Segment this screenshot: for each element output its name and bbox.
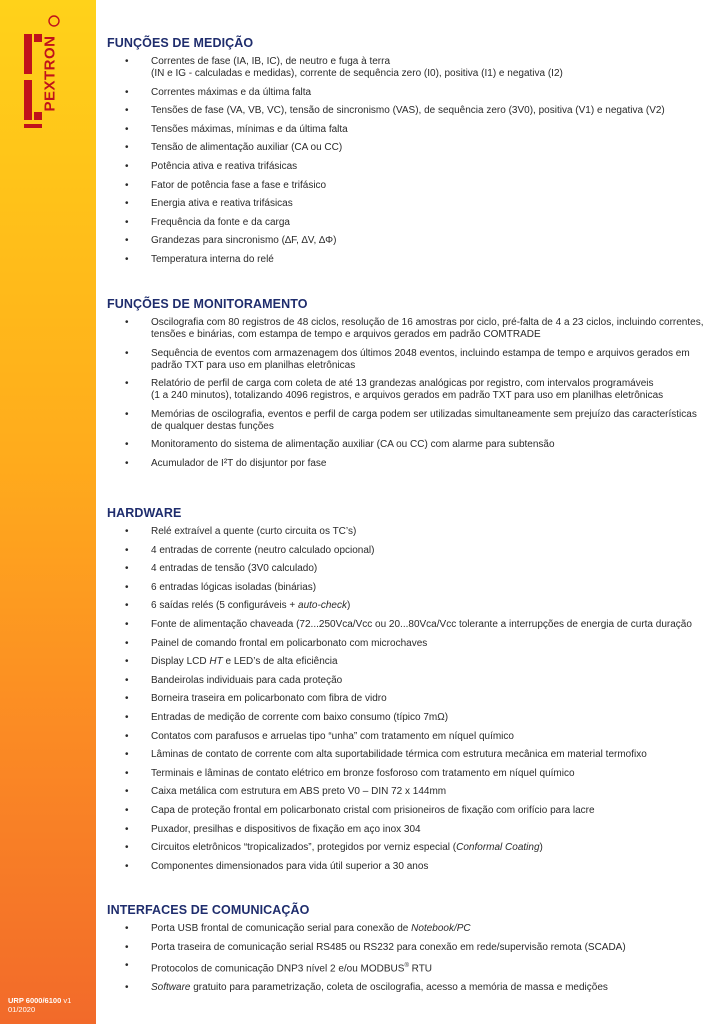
bullet-list xyxy=(107,526,707,873)
item-text: Monitoramento do sistema de alimentação auxiliar (CA ou CC) com alarme para subtensão xyxy=(151,439,555,451)
list-item xyxy=(107,861,707,873)
sidebar-gradient-band xyxy=(0,0,96,1024)
item-text: ) xyxy=(346,600,351,612)
list-item xyxy=(107,982,707,994)
list-item xyxy=(107,217,707,229)
item-text: Fonte de alimentação chaveada (72...250Vca/Vcc ou 20...80Vca/Vcc tolerante a interrupções de energia de curta duração xyxy=(151,618,692,630)
list-item xyxy=(107,712,707,724)
item-text: Relé extraível a quente (curto circuita os TC’s) xyxy=(151,526,357,537)
item-text: Porta USB frontal de comunicação serial para conexão de xyxy=(151,923,412,934)
item-line: tensões e binárias, com estampa de tempo e arquivos gerados em padrão COMTRADE xyxy=(151,329,541,340)
item-text: Conformal Coating xyxy=(456,842,540,854)
item-line: (1 a 240 minutos), totalizando 4096 registros, e arquivos gerados em padrão TXT para uso em planilhas eletrônicas xyxy=(151,390,664,402)
item-line: padrão TXT para uso em planilhas eletrônicas xyxy=(151,359,356,371)
list-item xyxy=(107,409,707,433)
section-hardware xyxy=(107,506,707,879)
doc-date: 01/2020 xyxy=(8,1005,36,1014)
list-item xyxy=(107,563,707,575)
item-line: • Sequência de eventos com armazenagem dos últimos 2048 eventos, incluindo estampa de tempo e arquivos gerados em xyxy=(151,347,690,359)
list-item xyxy=(107,161,707,173)
item-line: • Correntes de fase (IA, IB, IC), de neutro e fuga à terra xyxy=(151,56,391,67)
bullet-list xyxy=(107,56,707,266)
list-item xyxy=(107,545,707,557)
section-title: FUNÇÕES DE MEDIÇÃO xyxy=(107,36,254,50)
item-text: Entradas de medição de corrente com baixo consumo (típico 7mΩ) xyxy=(151,711,449,723)
item-text: Terminais e lâminas de contato elétrico em bronze fosforoso com tratamento em níquel químico xyxy=(151,767,575,779)
list-item xyxy=(107,805,707,817)
list-item xyxy=(107,56,707,80)
item-text: Grandezas para sincronismo (∆F, ∆V, ∆Φ) xyxy=(151,235,337,247)
list-item xyxy=(107,619,707,631)
section-title: HARDWARE xyxy=(107,506,182,520)
list-item xyxy=(107,526,707,538)
list-item xyxy=(107,768,707,780)
list-item xyxy=(107,180,707,192)
section-title: FUNÇÕES DE MONITORAMENTO xyxy=(107,297,308,311)
list-item xyxy=(107,824,707,836)
item-text: Painel de comando frontal em policarbonato com microchaves xyxy=(151,637,428,649)
section-title: INTERFACES DE COMUNICAÇÃO xyxy=(107,903,310,917)
item-line: • Relatório de perfil de carga com coleta de até 13 grandezas analógicas por registro, com intervalos programáveis xyxy=(151,378,654,390)
list-item xyxy=(107,458,707,470)
list-item xyxy=(107,87,707,99)
list-item xyxy=(107,693,707,705)
item-text: Potência ativa e reativa trifásicas xyxy=(151,160,298,172)
item-line: • Oscilografia com 80 registros de 48 ciclos, resolução de 16 amostras por ciclo, pré-falta de 4 a 23 ciclos, incluindo correntes, xyxy=(151,317,704,328)
item-text: Componentes dimensionados para vida útil superior a 30 anos xyxy=(151,860,429,872)
item-text: Correntes máximas e da última falta xyxy=(151,86,312,98)
list-item xyxy=(107,786,707,798)
doc-version: v1 xyxy=(63,996,72,1005)
item-text: Tensão de alimentação auxiliar (CA ou CC) xyxy=(151,142,343,154)
item-text: 4 entradas de corrente (neutro calculado opcional) xyxy=(151,544,375,556)
list-item xyxy=(107,656,707,668)
item-line: • Memórias de oscilografia, eventos e perfil de carga podem ser utilizadas simultaneamente sem prejuízo das características xyxy=(151,408,697,420)
item-text: Temperatura interna do relé xyxy=(151,253,274,265)
list-item xyxy=(107,675,707,687)
item-text: Software xyxy=(151,982,191,994)
item-text: Circuitos eletrônicos “tropicalizados”, protegidos por verniz especial ( xyxy=(151,842,457,854)
list-item xyxy=(107,105,707,117)
item-text: auto-check xyxy=(298,600,347,612)
item-text: e LED’s de alta eficiência xyxy=(222,656,338,668)
document-code xyxy=(8,996,71,1014)
item-text: Fator de potência fase a fase e trifásico xyxy=(151,179,327,191)
list-item xyxy=(107,348,707,372)
section-funcoes-monitoramento xyxy=(107,297,707,477)
item-text: ® xyxy=(404,963,409,970)
list-item xyxy=(107,198,707,210)
item-text: Energia ativa e reativa trifásicas xyxy=(151,198,293,210)
item-text: RTU xyxy=(408,963,433,975)
doc-code-label: URP 6000/6100 xyxy=(8,996,62,1005)
section-funcoes-medicao xyxy=(107,36,707,273)
item-text: 4 entradas de tensão (3V0 calculado) xyxy=(151,563,318,575)
item-text: Tensões de fase (VA, VB, VC), tensão de sincronismo (VAS), de sequência zero (3V0), positiva (V1) e negativa (V2) xyxy=(151,105,665,117)
list-item xyxy=(107,600,707,612)
bullet-list xyxy=(107,923,707,994)
item-text: 6 saídas relés (5 configuráveis + xyxy=(151,600,299,612)
list-item xyxy=(107,942,707,954)
list-item xyxy=(107,254,707,266)
list-item xyxy=(107,582,707,594)
list-item xyxy=(107,439,707,451)
item-text: HT xyxy=(209,656,223,668)
item-text: ) xyxy=(539,842,543,854)
list-item xyxy=(107,317,707,341)
list-item xyxy=(107,960,707,975)
item-text: Protocolos de comunicação DNP3 nível 2 e/ou MODBUS xyxy=(151,963,405,975)
list-item xyxy=(107,731,707,743)
item-text: Capa de proteção frontal em policarbonato cristal com prisioneiros de fixação com orifício para lacre xyxy=(151,804,595,816)
list-item xyxy=(107,923,707,935)
list-item xyxy=(107,124,707,136)
list-item xyxy=(107,638,707,650)
list-item xyxy=(107,378,707,402)
item-text: Lâminas de contato de corrente com alta suportabilidade térmica com estrutura mecânica em material termofixo xyxy=(151,749,647,761)
item-text: Notebook/PC xyxy=(411,923,471,934)
logo-text: PEXTRON xyxy=(41,34,59,112)
bullet-list xyxy=(107,317,707,470)
item-text: Display LCD xyxy=(151,656,210,668)
item-text: Caixa metálica com estrutura em ABS preto V0 – DIN 72 x 144mm xyxy=(151,786,447,798)
item-text: gratuito para parametrização, coleta de oscilografia, acesso a memória de massa e medições xyxy=(190,982,608,994)
list-item xyxy=(107,235,707,247)
item-text: Tensões máximas, mínimas e da última falta xyxy=(151,123,348,135)
section-interfaces-comunicacao xyxy=(107,903,707,1001)
item-text: 6 entradas lógicas isoladas (binárias) xyxy=(151,581,317,593)
item-text: Borneira traseira em policarbonato com fibra de vidro xyxy=(151,693,387,705)
item-text: Frequência da fonte e da carga xyxy=(151,216,290,228)
item-text: Puxador, presilhas e dispositivos de fixação em aço inox 304 xyxy=(151,823,421,835)
item-text: Porta traseira de comunicação serial RS485 ou RS232 para conexão em rede/supervisão remota (SCADA) xyxy=(151,941,626,953)
item-text: Acumulador de I²T do disjuntor por fase xyxy=(151,457,327,469)
list-item xyxy=(107,842,707,854)
list-item xyxy=(107,142,707,154)
item-text: Bandeirolas individuais para cada proteção xyxy=(151,674,343,686)
item-line: (IN e IG - calculadas e medidas), corrente de sequência zero (I0), positiva (I1) e negativa (I2) xyxy=(151,68,563,79)
item-line: de qualquer destas funções xyxy=(151,420,274,432)
item-text: Contatos com parafusos e arruelas tipo “unha” com tratamento em níquel químico xyxy=(151,730,514,742)
list-item xyxy=(107,749,707,761)
